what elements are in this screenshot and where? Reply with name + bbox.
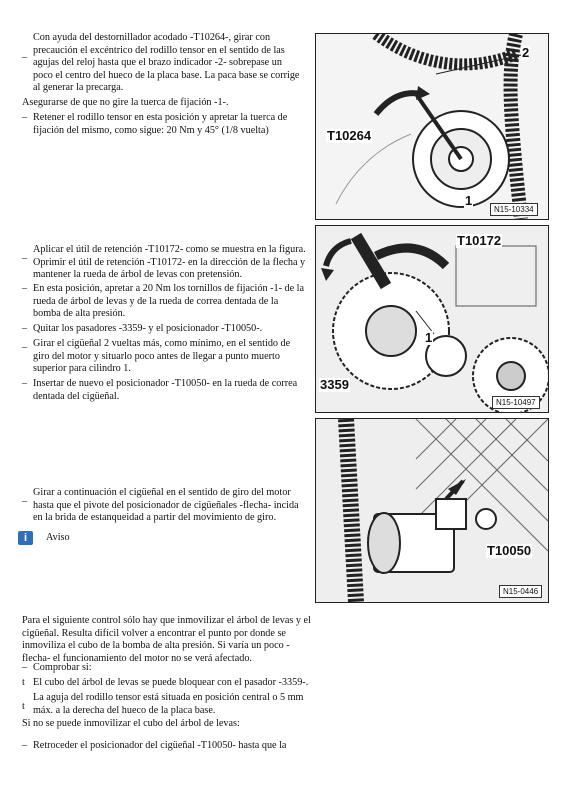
step-1-text: Con ayuda del destornillador acodado -T10264-, girar con precaución el excéntrico del rodillo tensor en el sentido de las agujas del reloj hasta que el brazo indicador -2- sobrepase un poco el centro del hueco de la placa base. La paca base se corrige al generar la precarga. bbox=[33, 32, 300, 94]
list-dash: – bbox=[22, 342, 28, 353]
figure-ref: N15-10497 bbox=[492, 396, 540, 409]
callout-tool-t10264: T10264 bbox=[327, 128, 372, 143]
aviso-label: Aviso bbox=[46, 532, 70, 543]
figure-ref: N15-10334 bbox=[490, 203, 538, 216]
callout-tool-t10050: T10050 bbox=[487, 543, 532, 558]
info-icon: i bbox=[18, 531, 33, 545]
positioner-drawing bbox=[316, 419, 548, 602]
note-fixing-nut: Asegurarse de que no gire la tuerca de fijación -1-. bbox=[22, 97, 229, 108]
block2-item-4: Girar el cigüeñal 2 vueltas más, como mínimo, en el sentido de giro del motor y situarlo poco antes de llegar a punto muerto superior para cilindro 1. bbox=[33, 338, 291, 375]
figure-retention-tool bbox=[315, 225, 549, 413]
figure-tensioner-adjustment bbox=[315, 33, 549, 220]
list-dash: – bbox=[22, 112, 28, 123]
list-dash: – bbox=[22, 378, 28, 389]
list-dash: – bbox=[22, 52, 28, 63]
block2-item-2: En esta posición, apretar a 20 Nm los tornillos de fijación -1- de la rueda de árbol de levas y de la rueda de correa dentada de la bomba de alta presión. bbox=[33, 283, 305, 320]
bullet-mark: t bbox=[22, 677, 25, 688]
retention-tool-drawing bbox=[316, 226, 548, 412]
list-dash: – bbox=[22, 253, 28, 264]
callout-1: 1 bbox=[425, 330, 433, 345]
if-not-text: Si no se puede inmovilizar el cubo del árbol de levas: bbox=[22, 718, 240, 729]
control-paragraph: Para el siguiente control sólo hay que inmovilizar el árbol de levas y el cigüeñal. Resulta difícil volver a encontrar el punto por donde se inmoviliza el cubo de la bomba de alta presión. Si varía un poco -flecha- el funcionamiento del motor no se verá afectado. bbox=[22, 615, 311, 664]
tensioner-drawing bbox=[316, 34, 548, 219]
list-dash: – bbox=[22, 323, 28, 334]
callout-tool-t10172: T10172 bbox=[457, 233, 502, 248]
figure-ref: N15-0446 bbox=[499, 585, 542, 598]
check-heading: Comprobar si: bbox=[33, 662, 92, 673]
callout-1: 1 bbox=[465, 193, 473, 208]
list-dash: – bbox=[22, 496, 28, 507]
callout-pin-3359: 3359 bbox=[320, 377, 349, 392]
figure-crankshaft-positioner bbox=[315, 418, 549, 603]
list-dash: – bbox=[22, 283, 28, 294]
block2-item-5: Insertar de nuevo el posicionador -T10050- en la rueda de correa dentada del cigüeñal. bbox=[33, 378, 298, 402]
bullet-mark: t bbox=[22, 701, 25, 712]
check-bullet-1: El cubo del árbol de levas se puede bloquear con el pasador -3359-. bbox=[33, 677, 309, 688]
list-dash: – bbox=[22, 662, 28, 673]
last-step-text: Retroceder el posicionador del cigüeñal -T10050- hasta que la bbox=[33, 740, 287, 751]
list-dash: – bbox=[22, 740, 28, 751]
block2-item-1: Aplicar el útil de retención -T10172- como se muestra en la figura. Oprimir el útil de retención -T10172- en la dirección de la flecha y mantener la rueda de árbol de levas con pretensión. bbox=[33, 244, 306, 281]
step-turn-crankshaft: Girar a continuación el cigüeñal en el sentido de giro del motor hasta que el pivote del posicionador de cigüeñales -flecha- incida en la brida de estanqueidad a partir del movimiento de giro. bbox=[33, 487, 299, 524]
callout-2: 2 bbox=[522, 45, 530, 60]
step-2-text: Retener el rodillo tensor en esta posición y apretar la tuerca de fijación del mismo, como sigue: 20 Nm y 45° (1/8 vuelta) bbox=[33, 112, 288, 136]
check-bullet-2: La aguja del rodillo tensor está situada en posición central o 5 mm máx. a la derecha del hueco de la placa base. bbox=[33, 692, 304, 716]
block2-item-3: Quitar los pasadores -3359- y el posicionador -T10050-. bbox=[33, 323, 263, 334]
